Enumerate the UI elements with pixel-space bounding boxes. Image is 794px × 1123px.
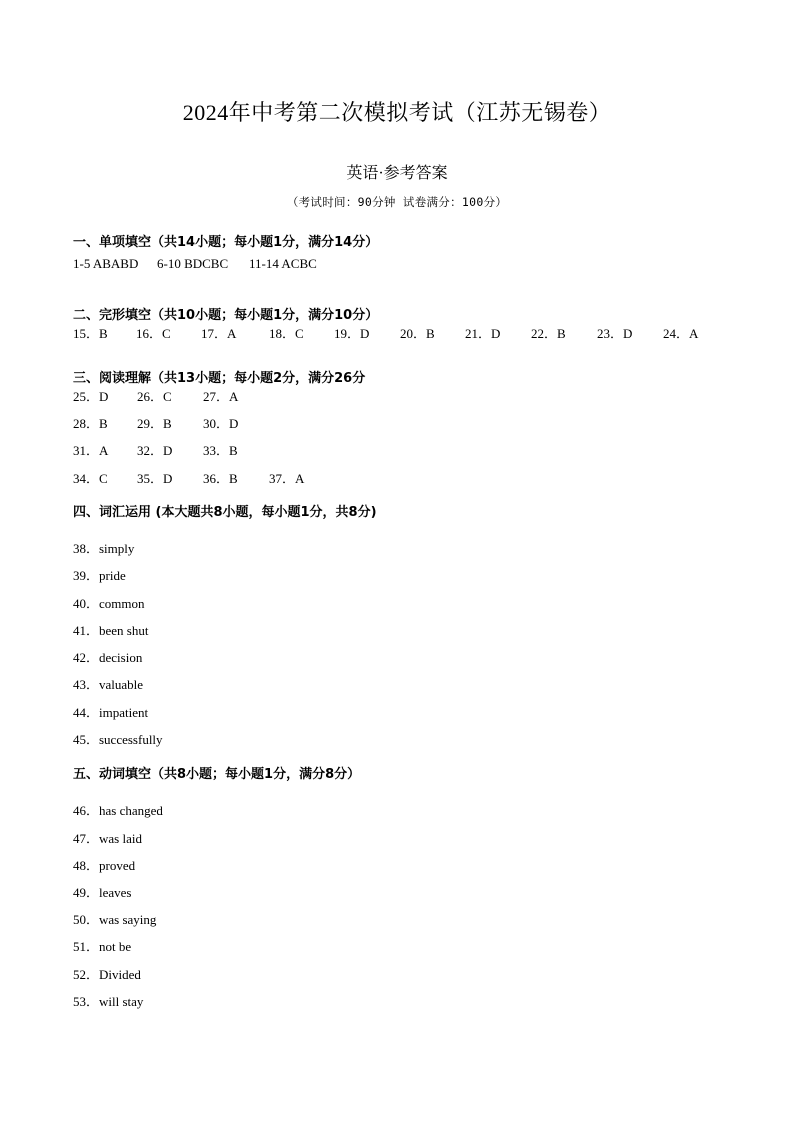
answer-line: 45．successfully — [73, 732, 163, 747]
answer-line: 44．impatient — [73, 705, 149, 720]
answer-group: 11-14 ACBC — [249, 256, 317, 271]
answer-item: 25．D — [73, 389, 109, 404]
answer-item: 36．B — [203, 471, 238, 486]
answer-item: 19．D — [334, 326, 370, 341]
answer-item: 21．D — [465, 326, 501, 341]
answer-item: 15．B — [73, 326, 108, 341]
answer-item: 30．D — [203, 416, 239, 431]
answer-item: 18．C — [269, 326, 304, 341]
exam-meta: （考试时间：90分钟 试卷满分：100分） — [286, 195, 508, 209]
section5-heading: 五、动词填空（共8小题；每小题1分，满分8分） — [73, 767, 361, 782]
answer-item: 34．C — [73, 471, 108, 486]
answer-item: 20．B — [400, 326, 435, 341]
answer-item: 33．B — [203, 443, 238, 458]
answer-item: 24．A — [663, 326, 699, 341]
answer-item: 32．D — [137, 443, 173, 458]
answer-item: 37．A — [269, 471, 305, 486]
answer-item: 23．D — [597, 326, 633, 341]
answer-line: 48．proved — [73, 858, 136, 873]
answer-item: 26．C — [137, 389, 172, 404]
answer-line: 40．common — [73, 596, 145, 611]
answer-line: 50．was saying — [73, 912, 157, 927]
answer-line: 46．has changed — [73, 803, 163, 818]
page-title: 2024年中考第二次模拟考试（江苏无锡卷） — [182, 100, 612, 125]
answer-line: 42．decision — [73, 650, 143, 665]
answer-line: 41．been shut — [73, 623, 149, 638]
section2-heading: 二、完形填空（共10小题；每小题1分，满分10分） — [73, 308, 379, 323]
answer-item: 31．A — [73, 443, 109, 458]
answer-line: 47．was laid — [73, 831, 142, 846]
answer-line: 53．will stay — [73, 994, 144, 1009]
answer-item: 16．C — [136, 326, 171, 341]
answer-item: 27．A — [203, 389, 239, 404]
answer-group: 1-5 ABABD — [73, 256, 139, 271]
answer-item: 22．B — [531, 326, 566, 341]
answer-item: 17．A — [201, 326, 237, 341]
answer-line: 51．not be — [73, 939, 132, 954]
answer-item: 28．B — [73, 416, 108, 431]
answer-line: 38．simply — [73, 541, 135, 556]
answer-line: 43．valuable — [73, 677, 144, 692]
answer-item: 29．B — [137, 416, 172, 431]
page-subtitle: 英语·参考答案 — [346, 165, 448, 182]
answer-line: 49．leaves — [73, 885, 132, 900]
section1-heading: 一、单项填空（共14小题；每小题1分，满分14分） — [73, 235, 379, 250]
answer-item: 35．D — [137, 471, 173, 486]
answer-line: 39．pride — [73, 568, 126, 583]
answer-group: 6-10 BDCBC — [157, 256, 229, 271]
section3-heading: 三、阅读理解（共13小题；每小题2分，满分26分 — [73, 371, 366, 386]
section4-heading: 四、词汇运用 (本大题共8小题，每小题1分，共8分) — [73, 505, 377, 520]
answer-line: 52．Divided — [73, 967, 141, 982]
